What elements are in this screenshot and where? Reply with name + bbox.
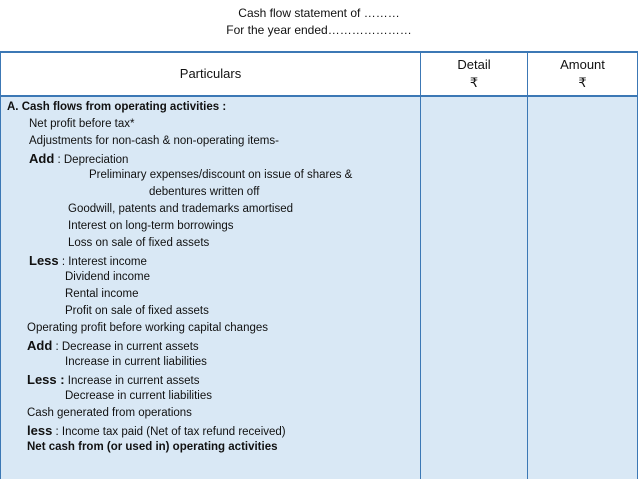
list-item: Add : Decrease in current assets [27, 338, 199, 353]
header-row [1, 52, 638, 96]
keyword-less: less [27, 423, 53, 438]
amount-cell [528, 96, 638, 479]
cash-flow-table [0, 51, 638, 479]
title-line-1: Cash flow statement of ……… [238, 6, 400, 20]
keyword-less: Less [29, 253, 59, 268]
title-line-2: For the year ended………………… [226, 23, 412, 37]
rupee-symbol-amount: ₹ [578, 75, 587, 90]
list-item: Less : Increase in current assets [27, 372, 200, 387]
list-item: Dividend income [65, 271, 151, 283]
list-item: Interest on long-term borrowings [68, 220, 234, 232]
list-item: Rental income [65, 288, 139, 300]
list-item: less : Income tax paid (Net of tax refund received) [27, 423, 286, 438]
detail-cell [421, 96, 528, 479]
list-item: Less : Interest income [29, 253, 147, 268]
header-amount-label: Amount [560, 57, 605, 72]
list-item: Preliminary expenses/discount on issue of shares & [89, 169, 353, 181]
keyword-less: Less : [27, 372, 65, 387]
list-item: Increase in current liabilities [65, 356, 207, 368]
rupee-symbol-detail: ₹ [469, 75, 479, 90]
list-item: Cash generated from operations [27, 407, 192, 419]
list-item: Operating profit before working capital changes [27, 322, 269, 334]
list-item: Decrease in current liabilities [65, 390, 213, 402]
body-row [1, 96, 638, 479]
statement-title [0, 5, 638, 39]
list-item: Loss on sale of fixed assets [68, 237, 210, 249]
header-particulars: Particulars [1, 52, 421, 96]
list-item: Adjustments for non-cash & non-operating items- [29, 135, 279, 147]
header-detail-label: Detail [457, 57, 491, 72]
keyword-add: Add [27, 338, 53, 353]
list-item: Add : Depreciation [29, 151, 129, 166]
list-item: Goodwill, patents and trademarks amortised [68, 203, 293, 215]
header-detail [421, 52, 528, 96]
section-heading-operating: A. Cash flows from operating activities : [7, 101, 227, 113]
particulars-list [1, 97, 420, 456]
list-item: debentures written off [149, 186, 260, 198]
particulars-cell [1, 96, 421, 479]
list-item: Profit on sale of fixed assets [65, 305, 209, 317]
net-cash-total: Net cash from (or used in) operating activities [27, 441, 278, 453]
keyword-add: Add [29, 151, 55, 166]
header-amount [528, 52, 638, 96]
list-item: Net profit before tax* [29, 118, 135, 130]
